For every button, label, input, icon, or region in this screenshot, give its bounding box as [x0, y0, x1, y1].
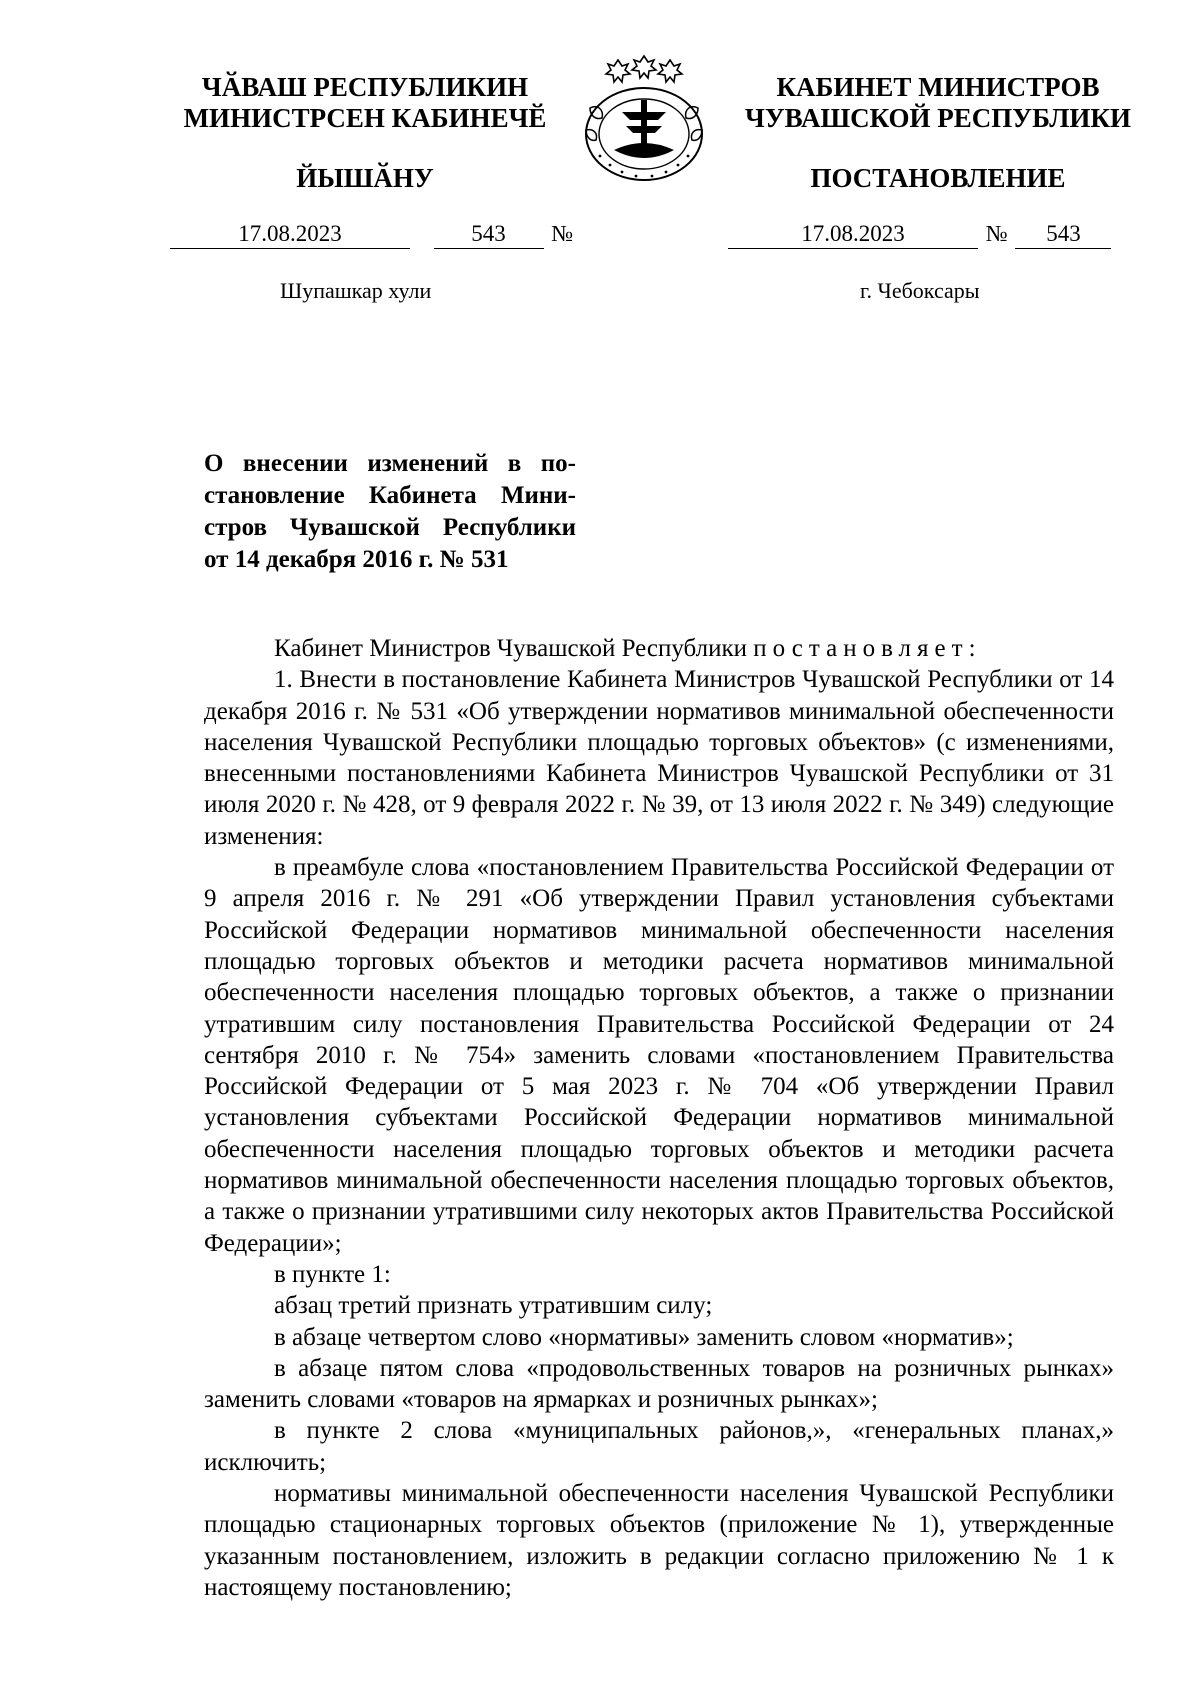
preamble-spaced-word: постановляет [753, 635, 969, 662]
org-name-chuvash-line1: ЧӐВАШ РЕСПУБЛИКИН [201, 72, 529, 102]
reg-number-left: 543 [434, 220, 544, 249]
body-paragraph: в пункте 1: [274, 1260, 391, 1288]
chuvash-republic-emblem-icon [570, 52, 718, 182]
subject-line: от 14 декабря 2016 г. № 531 [204, 546, 509, 573]
reg-number-right: 543 [1015, 220, 1111, 249]
city-chuvash: Шупашкар хули [280, 278, 432, 303]
preamble-text: Кабинет Министров Чувашской Республики [274, 635, 754, 662]
body-paragraph: нормативы минимальной обеспеченности населения Чувашской Республики площадью стационарных торговых объектов (приложение № 1), утвержденные указанным постановлением, изложить в редакции согласно приложению № 1 к настоящему постановлению; [204, 1480, 1114, 1601]
subject-line: О внесении изменений в по- [204, 450, 576, 477]
body-paragraph: 1. Внести в постановление Кабинета Министров Чувашской Республики от 14 декабря 2016 г. № 531 «Об утверждении нормативов минимальной обеспеченности населения Чувашской Республики площадью торговых объектов» (с изменениями, внесенными постановлениями Кабинета Министров Чувашской Республики от 31 июля 2020 г. № 428, от 9 февраля 2022 г. № 39, от 13 июля 2022 г. № 349) следующие изменения: [204, 666, 1114, 850]
preamble-colon: : [968, 635, 976, 662]
body-paragraph: в абзаце четвертом слово «нормативы» заменить словом «норматив»; [274, 1323, 1014, 1351]
document-body [204, 633, 1114, 1603]
doc-kind-russian: ПОСТАНОВЛЕНИЕ [810, 163, 1066, 193]
number-sign-right: № [985, 221, 1008, 246]
registration-right [728, 220, 1111, 250]
registration-left [170, 220, 575, 250]
doc-kind-chuvash: ЙЫШӐНУ [296, 163, 434, 193]
number-sign-left: № [551, 221, 574, 246]
org-name-russian-line1: КАБИНЕТ МИНИСТРОВ [776, 72, 1100, 102]
org-name-chuvash-line2: МИНИСТРСЕН КАБИНЕЧӖ [183, 103, 547, 133]
org-name-chuvash [155, 72, 575, 134]
org-name-russian-line2: ЧУВАШСКОЙ РЕСПУБЛИКИ [745, 103, 1131, 133]
preamble-paragraph [204, 633, 1114, 664]
subject-line: стров Чувашской Республики [204, 514, 576, 541]
reg-date-right: 17.08.2023 [728, 220, 978, 249]
subject-line: становление Кабинета Мини- [204, 482, 576, 509]
body-paragraph: в абзаце пятом слова «продовольственных товаров на розничных рынках» заменить словами «товаров на ярмарках и розничных рынках»; [204, 1354, 1114, 1414]
body-paragraph: в преамбуле слова «постановлением Правительства Российской Федерации от 9 апреля 2016 г. № 291 «Об утверждении Правил установления субъектами Российской Федерации нормативов минимальной обеспеченности населения площадью торговых объектов и методики расчета нормативов минимальной обеспеченности населения площадью торговых объектов, а также о признании утратившим силу постановления Правительства Российской Федерации от 24 сентября 2010 г. № 754» заменить словами «постановлением Правительства Российской Федерации от 5 мая 2023 г. № 704 «Об утверждении Правил установления субъектами Российской Федерации нормативов минимальной обеспеченности населения площадью торговых объектов и методики расчета нормативов минимальной обеспеченности населения площадью торговых объектов, а также о признании утратившими силу некоторых актов Правительства Российской Федерации»; [204, 854, 1114, 1257]
body-paragraph: в пункте 2 слова «муниципальных районов,», «генеральных планах,» исключить; [204, 1417, 1114, 1476]
body-paragraph: абзац третий признать утратившим силу; [274, 1292, 713, 1320]
city-russian: г. Чебоксары [860, 278, 980, 303]
document-subject [204, 448, 576, 576]
reg-date-left: 17.08.2023 [170, 220, 410, 249]
org-name-russian [728, 72, 1148, 134]
